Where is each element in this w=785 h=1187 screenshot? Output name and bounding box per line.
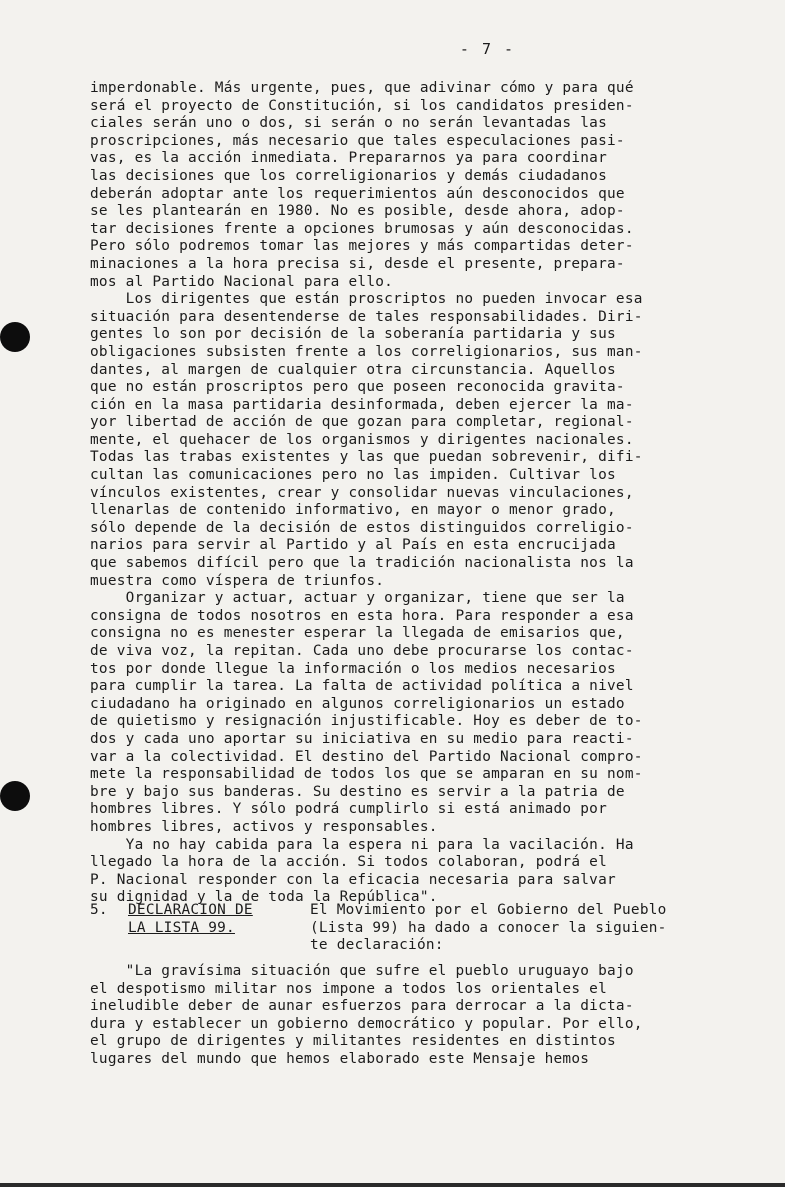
body-line: dantes, al margen de cualquier otra circunstancia. Aquellos — [90, 361, 616, 378]
bottom-edge-rule — [0, 1183, 785, 1187]
body-line: llegado la hora de la acción. Si todos colaboran, podrá el — [90, 854, 608, 871]
body-line: ciudadano ha originado en algunos correligionarios un estado — [90, 695, 625, 712]
section-intro — [310, 902, 730, 955]
body-line: tar decisiones frente a opciones brumosas y aún desconocidas. — [90, 220, 634, 237]
body-text — [90, 80, 730, 907]
body-line: hombres libres, activos y responsables. — [90, 818, 438, 835]
body-line: muestra como víspera de triunfos. — [90, 572, 385, 589]
body-line: cultan las comunicaciones pero no las impiden. Cultivar los — [90, 467, 616, 484]
body-line: obligaciones subsisten frente a los correligionarios, sus man- — [90, 343, 643, 360]
body-line: hombres libres. Y sólo podrá cumplirlo si está animado por — [90, 801, 608, 818]
body-line: de quietismo y resignación injustificable. Hoy es deber de to- — [90, 713, 643, 730]
body-line: consigna no es menester esperar la llegada de emisarios que, — [90, 625, 625, 642]
body-line: llenarlas de contenido informativo, en mayor o menor grado, — [90, 502, 616, 519]
body-line: tos por donde llegue la información o los medios necesarios — [90, 660, 616, 677]
body-line: imperdonable. Más urgente, pues, que adivinar cómo y para qué — [90, 80, 634, 96]
body-line: gentes lo son por decisión de la soberanía partidaria y sus — [90, 326, 616, 343]
section-heading — [128, 902, 288, 937]
body-line: bre y bajo sus banderas. Su destino es servir a la patria de — [90, 783, 625, 800]
body-line: Ya no hay cabida para la espera ni para la vacilación. Ha — [90, 836, 634, 853]
body-line: vas, es la acción inmediata. Prepararnos ya para coordinar — [90, 150, 608, 167]
body-line: será el proyecto de Constitución, si los candidatos presiden- — [90, 97, 634, 114]
body-line: Organizar y actuar, actuar y organizar, tiene que ser la — [90, 590, 625, 607]
page-number: - 7 - — [459, 40, 516, 58]
section-intro-line: te declaración: — [310, 937, 444, 954]
body-line: mete la responsabilidad de todos los que se amparan en su nom- — [90, 766, 643, 783]
quote-line: el despotismo militar nos impone a todos los orientales el — [90, 980, 608, 997]
body-line: ción en la masa partidaria desinformada, deben ejercer la ma- — [90, 396, 634, 413]
section-intro-line: (Lista 99) ha dado a conocer la siguien- — [310, 919, 667, 936]
body-line: narios para servir al Partido y al País en esta encrucijada — [90, 537, 616, 554]
body-line: Los dirigentes que están proscriptos no pueden invocar esa — [90, 291, 643, 308]
body-line: las decisiones que los correligionarios y demás ciudadanos — [90, 167, 608, 184]
section-heading-line: LA LISTA 99. — [128, 919, 235, 936]
body-line: P. Nacional responder con la eficacia necesaria para salvar — [90, 871, 616, 888]
body-line: mente, el quehacer de los organismos y dirigentes nacionales. — [90, 431, 634, 448]
body-line: deberán adoptar ante los requerimientos aún desconocidos que — [90, 185, 625, 202]
quote-text — [90, 963, 730, 1069]
body-line: de viva voz, la repitan. Cada uno debe procurarse los contac- — [90, 643, 634, 659]
body-line: dos y cada uno aportar su iniciativa en su medio para reacti- — [90, 730, 634, 747]
body-line: que no están proscriptos pero que poseen reconocida gravita- — [90, 379, 625, 396]
body-line: Pero sólo podremos tomar las mejores y más compartidas deter- — [90, 238, 634, 255]
section-heading-line: DECLARACION DE — [128, 902, 253, 918]
punch-hole-bottom — [0, 781, 30, 811]
body-line: sólo depende de la decisión de estos distinguidos correligio- — [90, 519, 634, 536]
section-intro-line: El Movimiento por el Gobierno del Pueblo — [310, 902, 667, 918]
quote-line: el grupo de dirigentes y militantes residentes en distintos — [90, 1033, 616, 1050]
body-line: se les plantearán en 1980. No es posible, desde ahora, adop- — [90, 203, 625, 220]
body-line: situación para desentenderse de tales responsabilidades. Diri- — [90, 308, 643, 325]
body-line: var a la colectividad. El destino del Partido Nacional compro- — [90, 748, 643, 765]
body-line: consigna de todos nosotros en esta hora. Para responder a esa — [90, 607, 634, 624]
body-line: Todas las trabas existentes y las que puedan sobrevenir, difi- — [90, 449, 643, 466]
quote-line: dura y establecer un gobierno democrático y popular. Por ello, — [90, 1015, 643, 1032]
body-line: vínculos existentes, crear y consolidar nuevas vinculaciones, — [90, 484, 634, 501]
body-line: proscripciones, más necesario que tales especulaciones pasi- — [90, 132, 625, 149]
punch-hole-top — [0, 322, 30, 352]
quote-line: "La gravísima situación que sufre el pueblo uruguayo bajo — [90, 963, 634, 979]
body-line: yor libertad de acción de que gozan para completar, regional- — [90, 414, 634, 431]
body-line: mos al Partido Nacional para ello. — [90, 273, 394, 290]
quote-line: ineludible deber de aunar esfuerzos para derrocar a la dicta- — [90, 998, 634, 1015]
body-line: su dignidad y la de toda la República". — [90, 889, 438, 906]
body-line: que sabemos difícil pero que la tradición nacionalista nos la — [90, 555, 634, 572]
section-number: 5. — [90, 902, 108, 918]
body-line: minaciones a la hora precisa si, desde el presente, prepara- — [90, 255, 625, 272]
quote-line: lugares del mundo que hemos elaborado este Mensaje hemos — [90, 1050, 590, 1067]
body-line: ciales serán uno o dos, si serán o no serán levantadas las — [90, 115, 608, 132]
body-line: para cumplir la tarea. La falta de actividad política a nivel — [90, 678, 634, 695]
